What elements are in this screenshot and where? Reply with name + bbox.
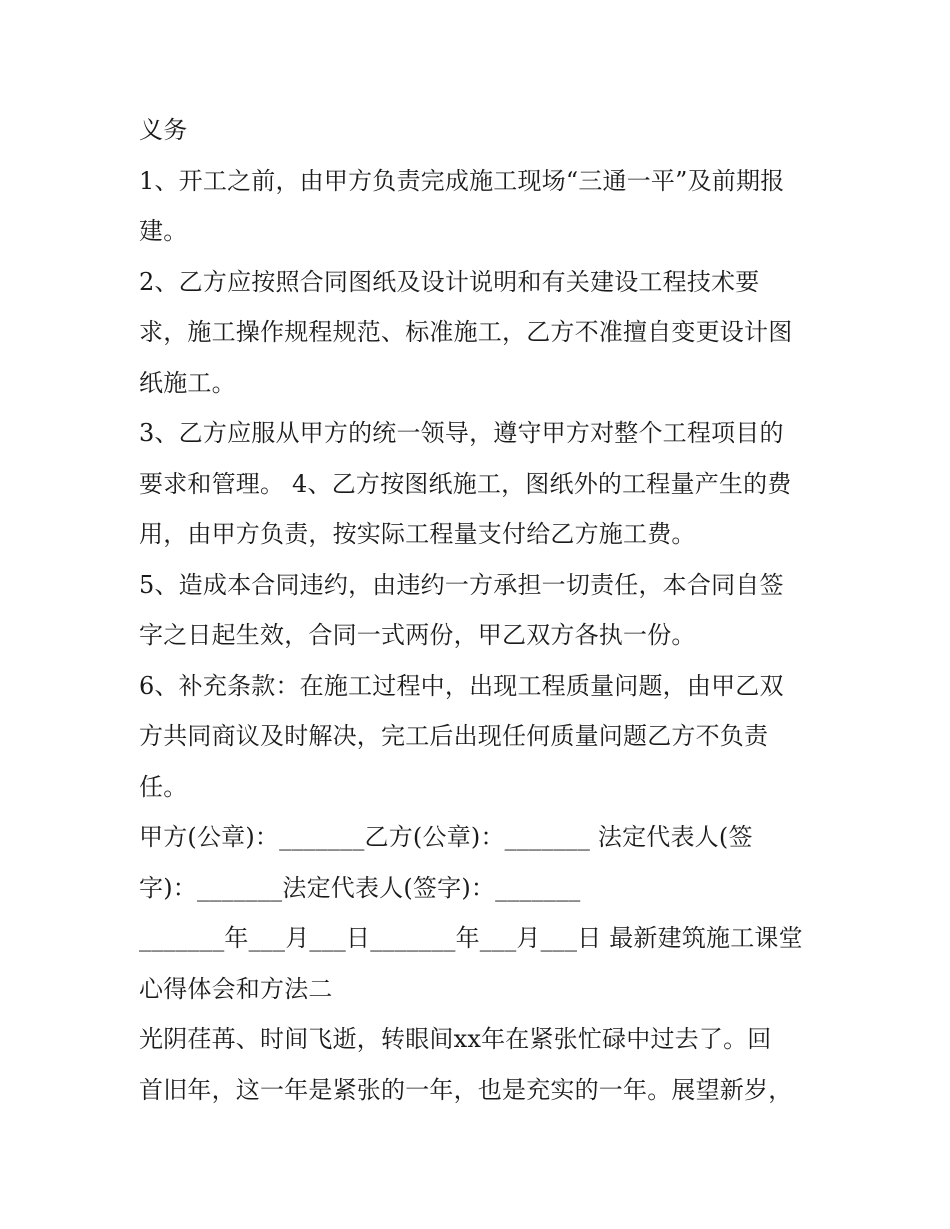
text-line: 1、开工之前，由甲方负责完成施工现场“三通一平”及前期报 <box>139 167 785 195</box>
text-line: 3、乙方应服从甲方的统一领导，遵守甲方对整个工程项目的 <box>139 419 784 447</box>
text-line: 字之日起生效，合同一式两份，甲乙双方各执一份。 <box>139 621 696 649</box>
text-line: 甲方(公章)：_______乙方(公章)：_______ 法定代表人(签 <box>139 823 753 851</box>
text-line: 5、造成本合同违约，由违约一方承担一切责任，本合同自签 <box>139 571 784 599</box>
text-line: 任。 <box>139 773 188 801</box>
text-line: 6、补充条款：在施工过程中，出现工程质量问题，由甲乙双 <box>139 672 784 700</box>
text-line: 建。 <box>139 217 188 245</box>
text-line: 光阴荏苒、时间飞逝，转眼间xx年在紧张忙碌中过去了。回 <box>139 1025 772 1053</box>
text-line: 方共同商议及时解决，完工后出现任何质量问题乙方不负责 <box>139 722 769 750</box>
text-line: 首旧年，这一年是紧张的一年，也是充实的一年。展望新岁， <box>139 1076 793 1104</box>
text-line: 2、乙方应按照合同图纸及设计说明和有关建设工程技术要 <box>139 268 760 296</box>
text-line: 字)：_______法定代表人(签字)：_______ <box>139 874 581 902</box>
text-line: 纸施工。 <box>139 369 236 397</box>
text-line: 求，施工操作规程规范、标准施工，乙方不准擅自变更设计图 <box>139 318 793 346</box>
text-line: _______年___月___日_______年___月___日 最新建筑施工课堂 <box>139 924 803 952</box>
text-line: 用，由甲方负责，按实际工程量支付给乙方施工费。 <box>139 520 696 548</box>
text-line: 要求和管理。 4、乙方按图纸施工，图纸外的工程量产生的费 <box>139 470 792 498</box>
text-line: 心得体会和方法二 <box>139 975 333 1003</box>
text-line: 义务 <box>139 116 188 144</box>
